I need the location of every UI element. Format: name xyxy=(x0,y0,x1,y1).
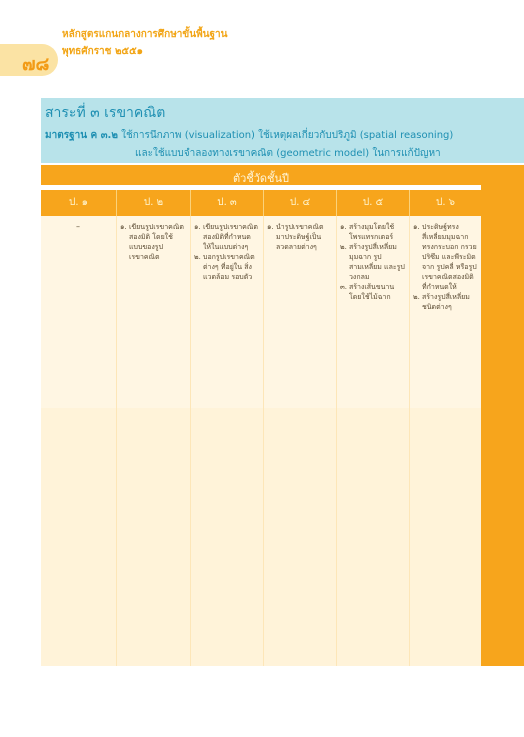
grade6-indicators xyxy=(413,222,477,312)
column-divider xyxy=(336,216,337,666)
standard-label: มาตรฐาน ค ๓.๒ xyxy=(45,130,118,141)
column-divider xyxy=(409,216,410,666)
standard-text-2: และใช้แบบจำลองทางเรขาคณิต (geometric model) ในการแก้ปัญหา xyxy=(135,148,441,159)
page-number: ๗๘ xyxy=(22,54,50,75)
strand-title: สาระที่ ๓ เรขาคณิต xyxy=(45,105,166,121)
grade-header-p6: ป. ๖ xyxy=(409,190,481,216)
grade-header-p2: ป. ๒ xyxy=(116,190,190,216)
grade-header-p5: ป. ๕ xyxy=(336,190,409,216)
book-subtitle: พุทธศักราช ๒๕๕๑ xyxy=(62,46,144,57)
right-strip xyxy=(481,185,524,666)
indicator-item: ๒. บอกรูปเรขาคณิต ต่างๆ ที่อยู่ใน สิ่งแวดล้อม รอบตัว xyxy=(194,253,255,281)
standard-line-1 xyxy=(45,128,453,143)
standard-text-1: ใช้การนึกภาพ (visualization) ใช้เหตุผลเกี่ยวกับปริภูมิ (spatial reasoning) xyxy=(121,130,454,141)
grade-header-p3: ป. ๓ xyxy=(190,190,263,216)
grade5-indicators xyxy=(340,222,406,302)
indicator-title: ตัวชี้วัดชั้นปี xyxy=(232,172,290,185)
grade4-indicators xyxy=(267,222,333,252)
book-title: หลักสูตรแกนกลางการศึกษาขั้นพื้นฐาน xyxy=(62,29,228,40)
indicator-item: ๒. สร้างรูปสี่เหลี่ยม มุมฉาก รูปสามเหลี่ยม และรูปวงกลม xyxy=(340,243,405,281)
column-divider xyxy=(263,216,264,666)
grade-header-p4: ป. ๔ xyxy=(263,190,336,216)
indicator-item: ๓. สร้างเส้นขนาน โดยใช้ไม้ฉาก xyxy=(340,283,395,301)
indicator-item: ๑. นำรูปเรขาคณิต มาประดิษฐ์เป็น ลวดลายต่างๆ xyxy=(267,223,324,251)
column-divider xyxy=(116,216,117,666)
grade2-indicators xyxy=(120,222,186,262)
column-divider xyxy=(190,216,191,666)
indicator-item: ๑. เขียนรูปเรขาคณิต สองมิติที่กำหนด ให้ในแบบต่างๆ xyxy=(194,223,258,251)
indicator-item: ๑. เขียนรูปเรขาคณิต สองมิติ โดยใช้ แบบของรูป เรขาคณิต xyxy=(120,223,184,261)
indicator-item: ๑. สร้างมุมโดยใช้ โพรแทรกเตอร์ xyxy=(340,223,395,241)
grade1-indicator: – xyxy=(76,222,80,231)
grade3-indicators xyxy=(194,222,260,282)
indicator-item: ๑. ประดิษฐ์ทรง สี่เหลี่ยมมุมฉาก ทรงกระบอก กรวย ปริซึม และพีระมิดจาก รูปคลี่ หรือรูป เรขาคณิตสองมิติ ที่กำหนดให้ xyxy=(413,223,477,291)
grade-header-p1: ป. ๑ xyxy=(68,197,89,208)
indicator-item: ๒. สร้างรูปสี่เหลี่ยม ชนิดต่างๆ xyxy=(413,293,470,311)
